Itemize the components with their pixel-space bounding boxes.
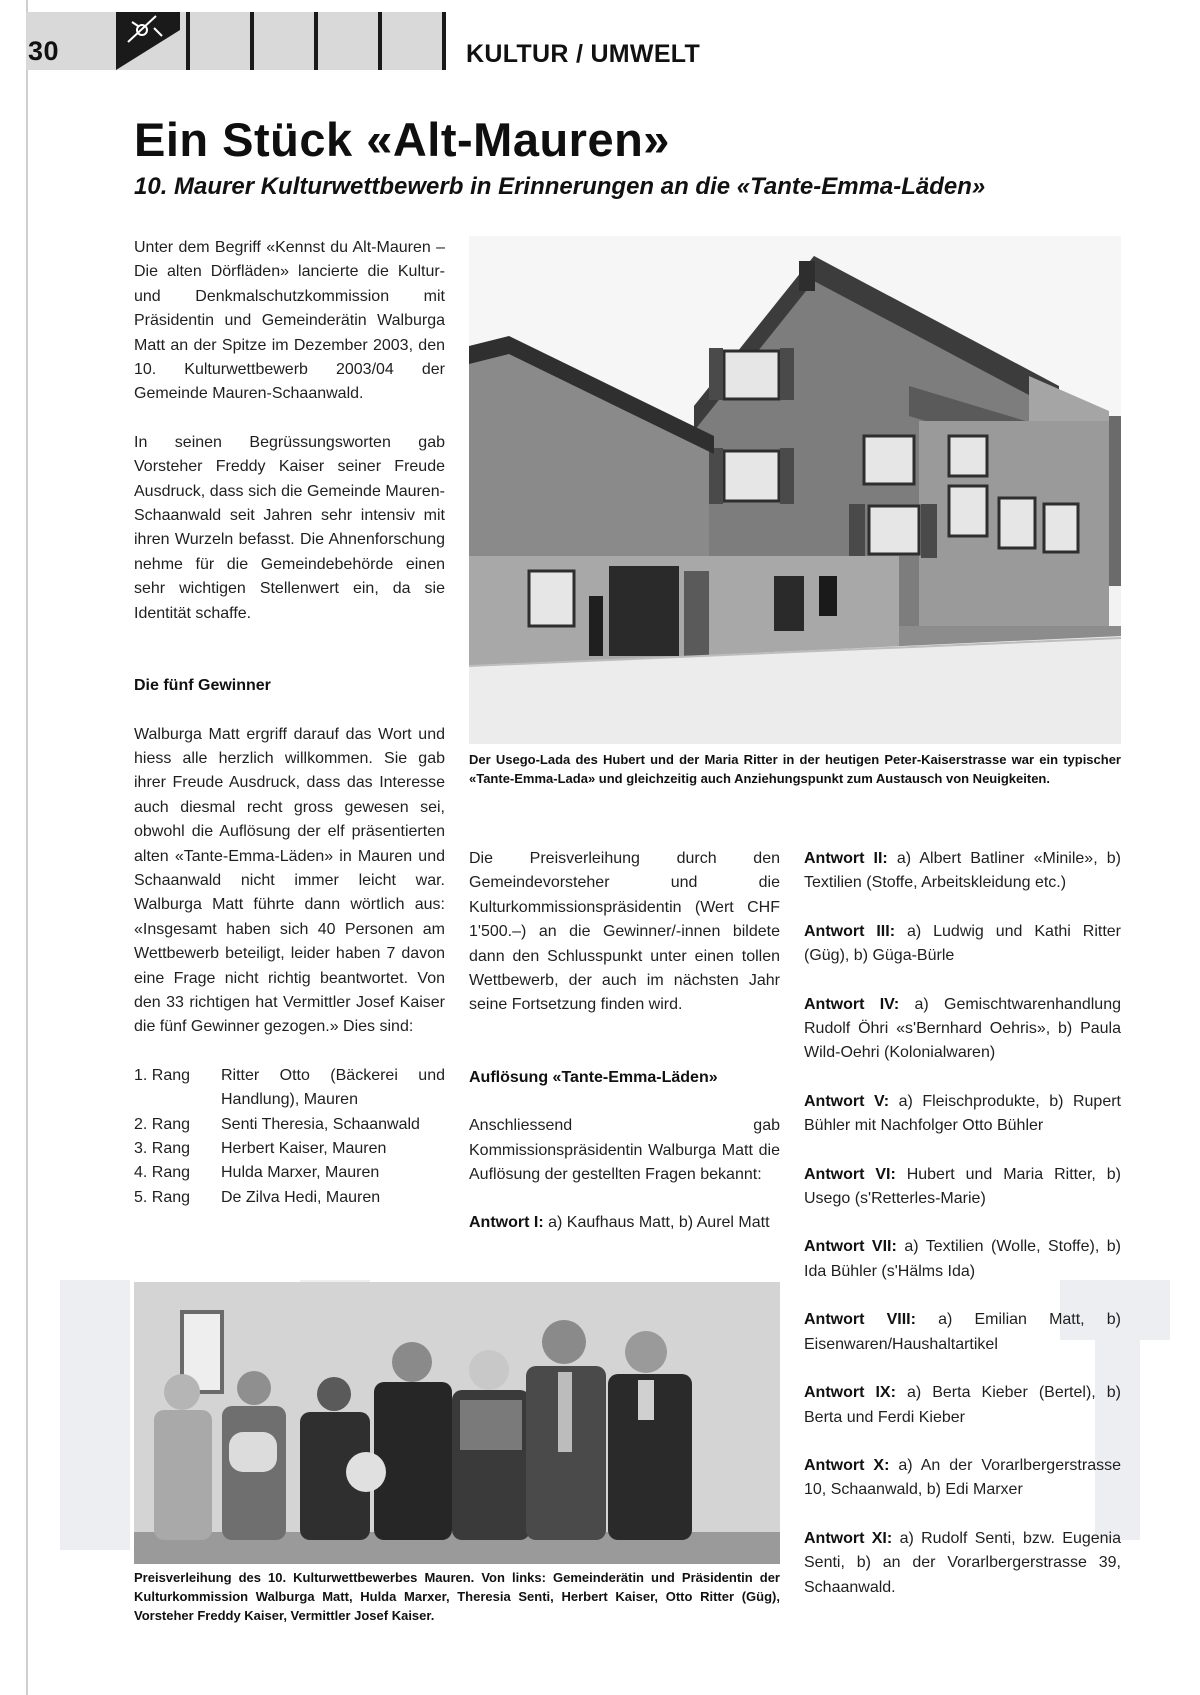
rank-winner: De Zilva Hedi, Mauren (221, 1188, 381, 1206)
rank-winner: Senti Theresia, Schaanwald (221, 1115, 420, 1133)
answer-2 (804, 847, 1121, 896)
answer-5 (804, 1090, 1121, 1139)
answer-label: Antwort I: (469, 1214, 544, 1232)
winners-list (134, 1064, 445, 1210)
rank-winner: Hulda Marxer, Mauren (221, 1164, 380, 1182)
group-photo (134, 1282, 780, 1564)
answer-label: Antwort XI: (804, 1529, 893, 1547)
rank-label: 1. Rang (134, 1066, 191, 1084)
answer-label: Antwort IX: (804, 1384, 896, 1402)
answer-label: Antwort V: (804, 1092, 890, 1110)
answer-label: Antwort VI: (804, 1165, 896, 1183)
answer-label: Antwort VIII: (804, 1311, 916, 1329)
answer-label: Antwort III: (804, 922, 896, 940)
answer-text: a) Emilian Matt, b) Eisenwaren/Haushaltartikel (804, 1311, 1121, 1353)
answer-text: a) Gemischtwarenhandlung Rudolf Öhri «s'Bernhard Oehris», b) Paula Wild-Oehri (Kolonialwaren) (804, 995, 1121, 1062)
answer-label: Antwort X: (804, 1456, 890, 1474)
answer-text: a) Ludwig und Kathi Ritter (Güg), b) Güga-Bürle (804, 922, 1121, 965)
answer-text: a) Albert Batliner «Minile», b) Textilien (Stoffe, Arbeitskleidung etc.) (804, 850, 1121, 892)
answer-3 (804, 920, 1121, 969)
header-divider (186, 12, 190, 70)
rank-winner: Ritter Otto (Bäckerei und Handlung), Mauren (221, 1066, 445, 1109)
header-divider (378, 12, 382, 70)
list-item (134, 1161, 445, 1185)
answer-8 (804, 1308, 1121, 1357)
list-item (134, 1137, 445, 1161)
answer-9 (804, 1381, 1121, 1430)
page-margin-rule (26, 0, 28, 1695)
winners-heading: Die fünf Gewinner (134, 677, 271, 695)
answer-text: a) An der Vorarlbergerstrasse 10, Schaanwald, b) Edi Marxer (804, 1456, 1122, 1499)
answer-7 (804, 1235, 1121, 1284)
rank-label: 3. Rang (134, 1140, 191, 1157)
greeting-paragraph: In seinen Begrüssungsworten gab Vorsteher Freddy Kaiser seiner Freude Ausdruck, dass sich die Gemeinde Mauren-Schaanwald seit Jahren sehr intensiv mit ihren Wurzeln befasst. Die Ahnenforschung nehme für die Gemeindebehörde einen sehr wichtigen Stellenwert ein, da sie Identität schaffe. (134, 433, 445, 622)
answer-text: a) Fleischprodukte, b) Rupert Bühler mit Nachfolger Otto Bühler (804, 1092, 1121, 1135)
answer-4 (804, 993, 1121, 1066)
answer-label: Antwort VII: (804, 1238, 897, 1256)
answer-1 (469, 1211, 780, 1235)
rank-label: 2. Rang (134, 1115, 191, 1133)
intro-paragraph: Unter dem Begriff «Kennst du Alt-Mauren – Die alten Dörfläden» lancierte die Kultur- und Denkmalschutzkommission mit Präsidentin und Gemeinderätin Walburga Matt an der Spitze im Dezember 2003, den 10. Kulturwettbewerb 2003/04 der Gemeinde Mauren-Schaanwald. (134, 239, 445, 403)
group-photo-caption: Preisverleihung des 10. Kulturwettbewerbes Mauren. Von links: Gemeinderätin und Präsidentin der Kulturkommission Walburga Matt, Hulda Marxer, Theresia Senti, Herbert Kaiser, Otto Ritter (Güg), Vorsteher Freddy Kaiser, Vermittler Josef Kaiser. (134, 1570, 780, 1623)
answer-text: a) Kaufhaus Matt, b) Aurel Matt (548, 1214, 770, 1232)
answer-6 (804, 1163, 1121, 1212)
middle-column (469, 847, 780, 1260)
ceremony-paragraph: Die Preisverleihung durch den Gemeindevorsteher und die Kulturkommissionspräsidentin (Wert CHF 1'500.–) an die Gewinner/-innen bildete dann den Schlusspunkt unter einen tollen Wettbewerb, der auch im nächsten Jahr seine Fortsetzung finden wird. (469, 850, 780, 1014)
list-item (134, 1113, 445, 1137)
house-photo-caption: Der Usego-Lada des Hubert und der Maria Ritter in der heutigen Peter-Kaiserstrasse war ein typischer «Tante-Emma-Lada» und gleichzeitig auch Anziehungspunkt zum Austausch von Neuigkeiten. (469, 752, 1121, 786)
page-number: 30 (28, 36, 60, 66)
answer-text: a) Rudolf Senti, bzw. Eugenia Senti, b) an der Vorarlbergerstrasse 39, Schaanwald. (804, 1529, 1122, 1596)
section-title: KULTUR / UMWELT (466, 40, 701, 68)
answer-11 (804, 1527, 1121, 1600)
resolution-paragraph: Anschliessend gab Kommissionspräsidentin Walburga Matt die Auflösung der gestellten Fragen bekannt: (469, 1117, 780, 1184)
section-logo-icon (116, 12, 180, 70)
answer-text: Hubert und Maria Ritter, b) Usego (s'Retterles-Marie) (804, 1165, 1122, 1208)
rank-label: 4. Rang (134, 1164, 191, 1182)
answer-text: a) Berta Kieber (Bertel), b) Berta und Ferdi Kieber (804, 1384, 1121, 1426)
winners-paragraph: Walburga Matt ergriff darauf das Wort und hiess alle herzlich willkommen. Sie gab ihrer Freude Ausdruck, dass das Interesse auch diesmal recht gross gewesen sei, obwohl die Auflösung der elf präsentierten alten «Tante-Emma-Läden» in Mauren und Schaanwald nicht immer leicht war. Walburga Matt führte dann wörtlich aus: «Insgesamt haben sich 40 Personen am Wettbewerb beteiligt, leider haben 7 davon eine Frage nicht richtig beantwortet. Von den 33 richtigen hat Vermittler Josef Kaiser die fünf Gewinner gezogen.» Dies sind: (134, 725, 445, 1036)
header-band (26, 12, 446, 70)
right-column (804, 847, 1121, 1624)
article-title: Ein Stück «Alt-Mauren» (134, 113, 670, 166)
resolution-heading: Auflösung «Tante-Emma-Läden» (469, 1068, 718, 1086)
list-item (134, 1186, 445, 1210)
rank-label: 5. Rang (134, 1188, 191, 1206)
left-column (134, 236, 445, 1210)
header-divider (442, 12, 446, 70)
house-photo (469, 236, 1121, 744)
rank-winner: Herbert Kaiser, Mauren (221, 1140, 387, 1157)
answer-label: Antwort IV: (804, 995, 900, 1013)
group-photo-graphic (134, 1282, 780, 1564)
article-subtitle: 10. Maurer Kulturwettbewerb in Erinnerungen an die «Tante-Emma-Läden» (134, 173, 986, 200)
section-logo-graphic (116, 12, 180, 70)
answer-label: Antwort II: (804, 850, 888, 867)
header-divider (250, 12, 254, 70)
list-item (134, 1064, 445, 1113)
house-photo-graphic (469, 236, 1121, 744)
header-divider (314, 12, 318, 70)
answer-10 (804, 1454, 1121, 1503)
answer-text: a) Textilien (Wolle, Stoffe), b) Ida Bühler (s'Hälms Ida) (804, 1238, 1122, 1280)
